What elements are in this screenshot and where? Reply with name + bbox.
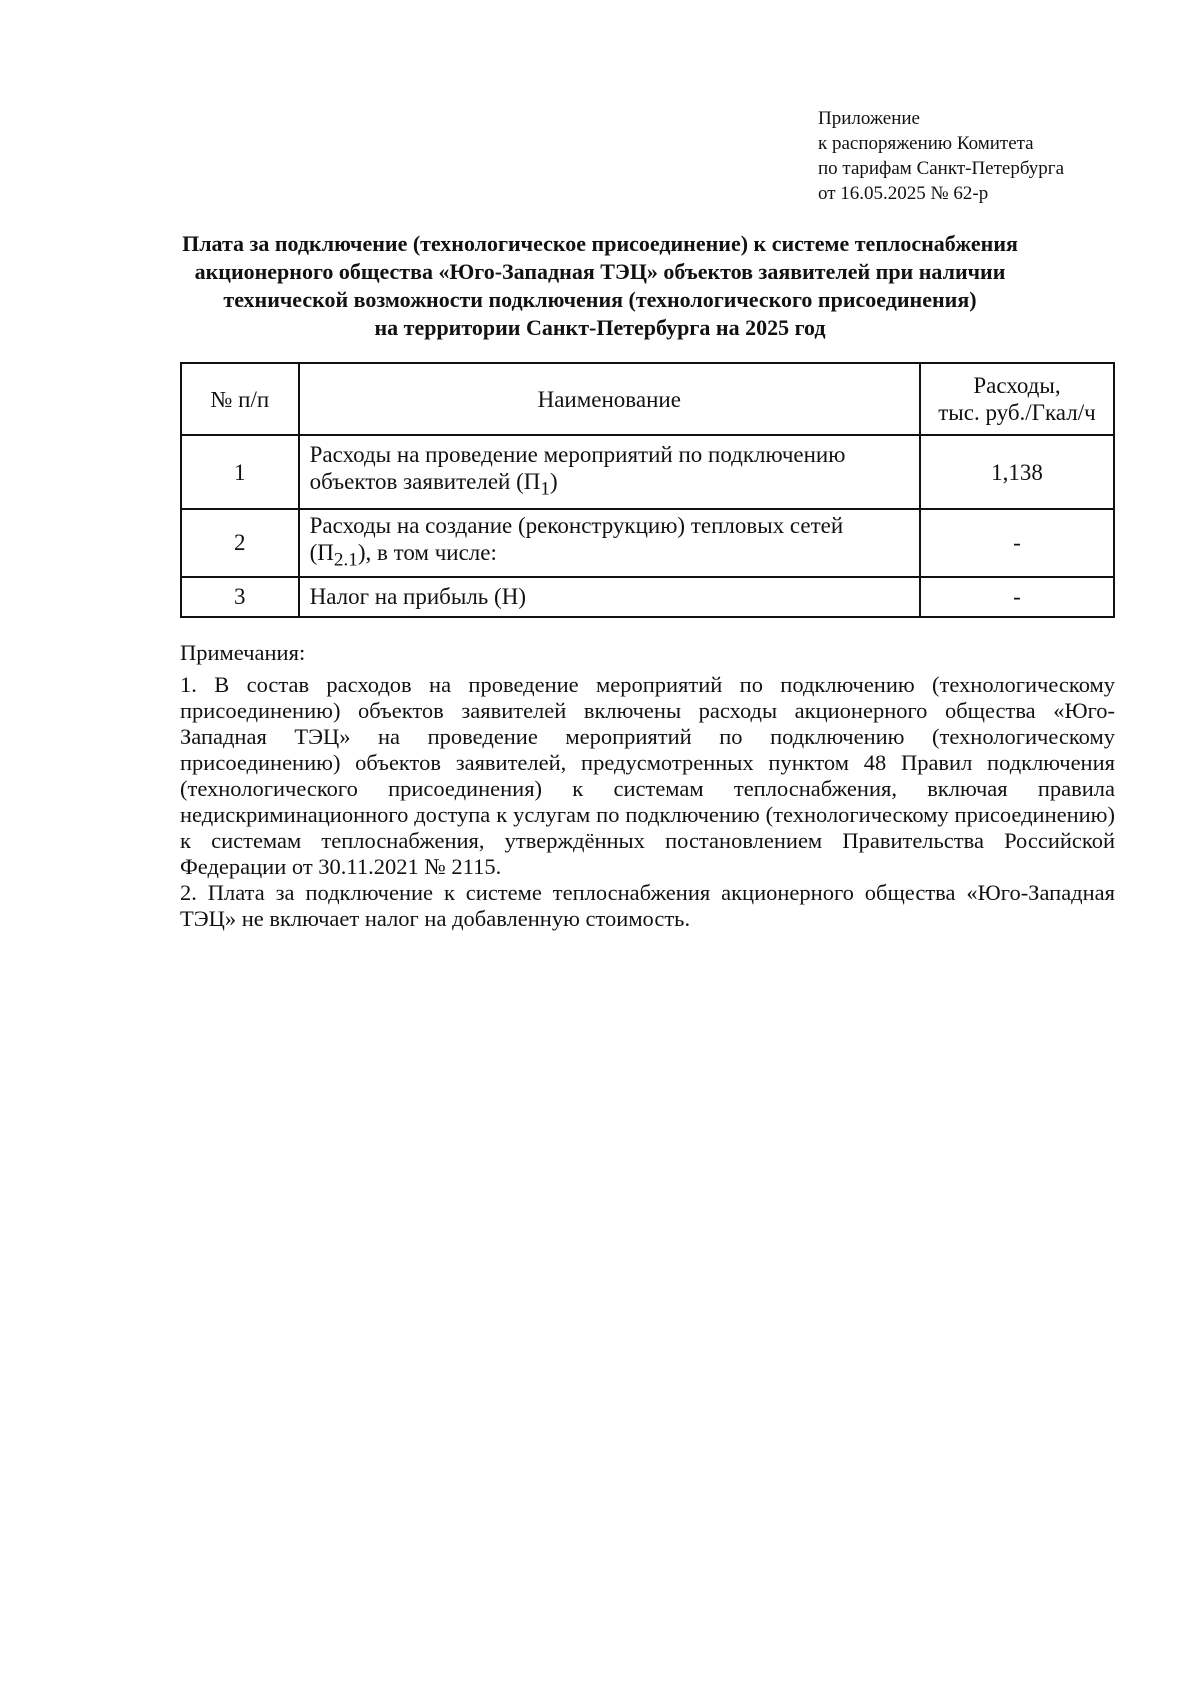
row-value: 1,138 (920, 435, 1114, 509)
row-name-subscript: 2.1 (333, 549, 358, 571)
header-cost-line: тыс. руб./Гкал/ч (938, 400, 1096, 425)
header-cost-line: Расходы, (973, 373, 1061, 398)
row-name (299, 509, 920, 577)
table-header-row (181, 363, 1114, 435)
row-num: 1 (181, 435, 299, 509)
title-line: Плата за подключение (технологическое присоединение) к системе теплоснабжения (182, 231, 1018, 256)
annex-line: к распоряжению Комитета (818, 133, 1034, 154)
title-line: акционерного общества «Юго-Западная ТЭЦ» объектов заявителей при наличии (194, 259, 1006, 284)
header-name: Наименование (299, 363, 920, 435)
tariff-table (180, 362, 1115, 618)
row-name (299, 435, 920, 509)
row-num: 3 (181, 577, 299, 617)
annex-reference (818, 106, 1158, 206)
row-num: 2 (181, 509, 299, 577)
row-name-text: (П (309, 540, 334, 565)
row-name-subscript: 1 (540, 478, 550, 500)
notes-label: Примечания: (180, 640, 306, 665)
row-name-text: ) (549, 469, 558, 495)
row-name-line: Расходы на проведение мероприятий по подключению (309, 442, 846, 468)
table-row (181, 509, 1114, 577)
annex-line: от 16.05.2025 № 62-р (818, 183, 989, 204)
row-value: - (920, 577, 1114, 617)
table-row (181, 577, 1114, 617)
note-item: 1. В состав расходов на проведение мероприятий по подключению (технологическому присоединению) объектов заявителей включены расходы акционерного общества «Юго-Западная ТЭЦ» на проведение мероприятий по подключению (технологическому присоединению) объектов заявителей, предусмотренных пунктом 48 Правил подключения (технологического присоединения) к системам теплоснабжения, включая правила недискриминационного доступа к услугам по подключению (технологическому присоединению) к системам теплоснабжения, утверждённых постановлением Правительства Российской Федерации от 30.11.2021 № 2115. (180, 672, 1115, 879)
row-value: - (920, 509, 1114, 577)
row-name-line (310, 468, 909, 503)
annex-line: Приложение (818, 108, 920, 129)
document-title (150, 230, 1050, 342)
row-name-line: Расходы на создание (реконструкцию) тепловых сетей (309, 513, 844, 538)
row-name-text: объектов заявителей (П (309, 469, 541, 495)
title-line: на территории Санкт-Петербурга на 2025 год (374, 315, 826, 340)
header-num: № п/п (181, 363, 299, 435)
row-name-line (310, 539, 909, 574)
title-line: технической возможности подключения (технологического присоединения) (223, 287, 977, 312)
header-cost (920, 363, 1114, 435)
table-row (181, 435, 1114, 509)
row-name: Налог на прибыль (Н) (299, 577, 920, 617)
notes-section (180, 640, 1115, 932)
annex-line: по тарифам Санкт-Петербурга (818, 158, 1065, 179)
note-item: 2. Плата за подключение к системе теплоснабжения акционерного общества «Юго-Западная ТЭЦ» не включает налог на добавленную стоимость. (180, 880, 1115, 931)
row-name-text: ), в том числе: (357, 540, 497, 565)
